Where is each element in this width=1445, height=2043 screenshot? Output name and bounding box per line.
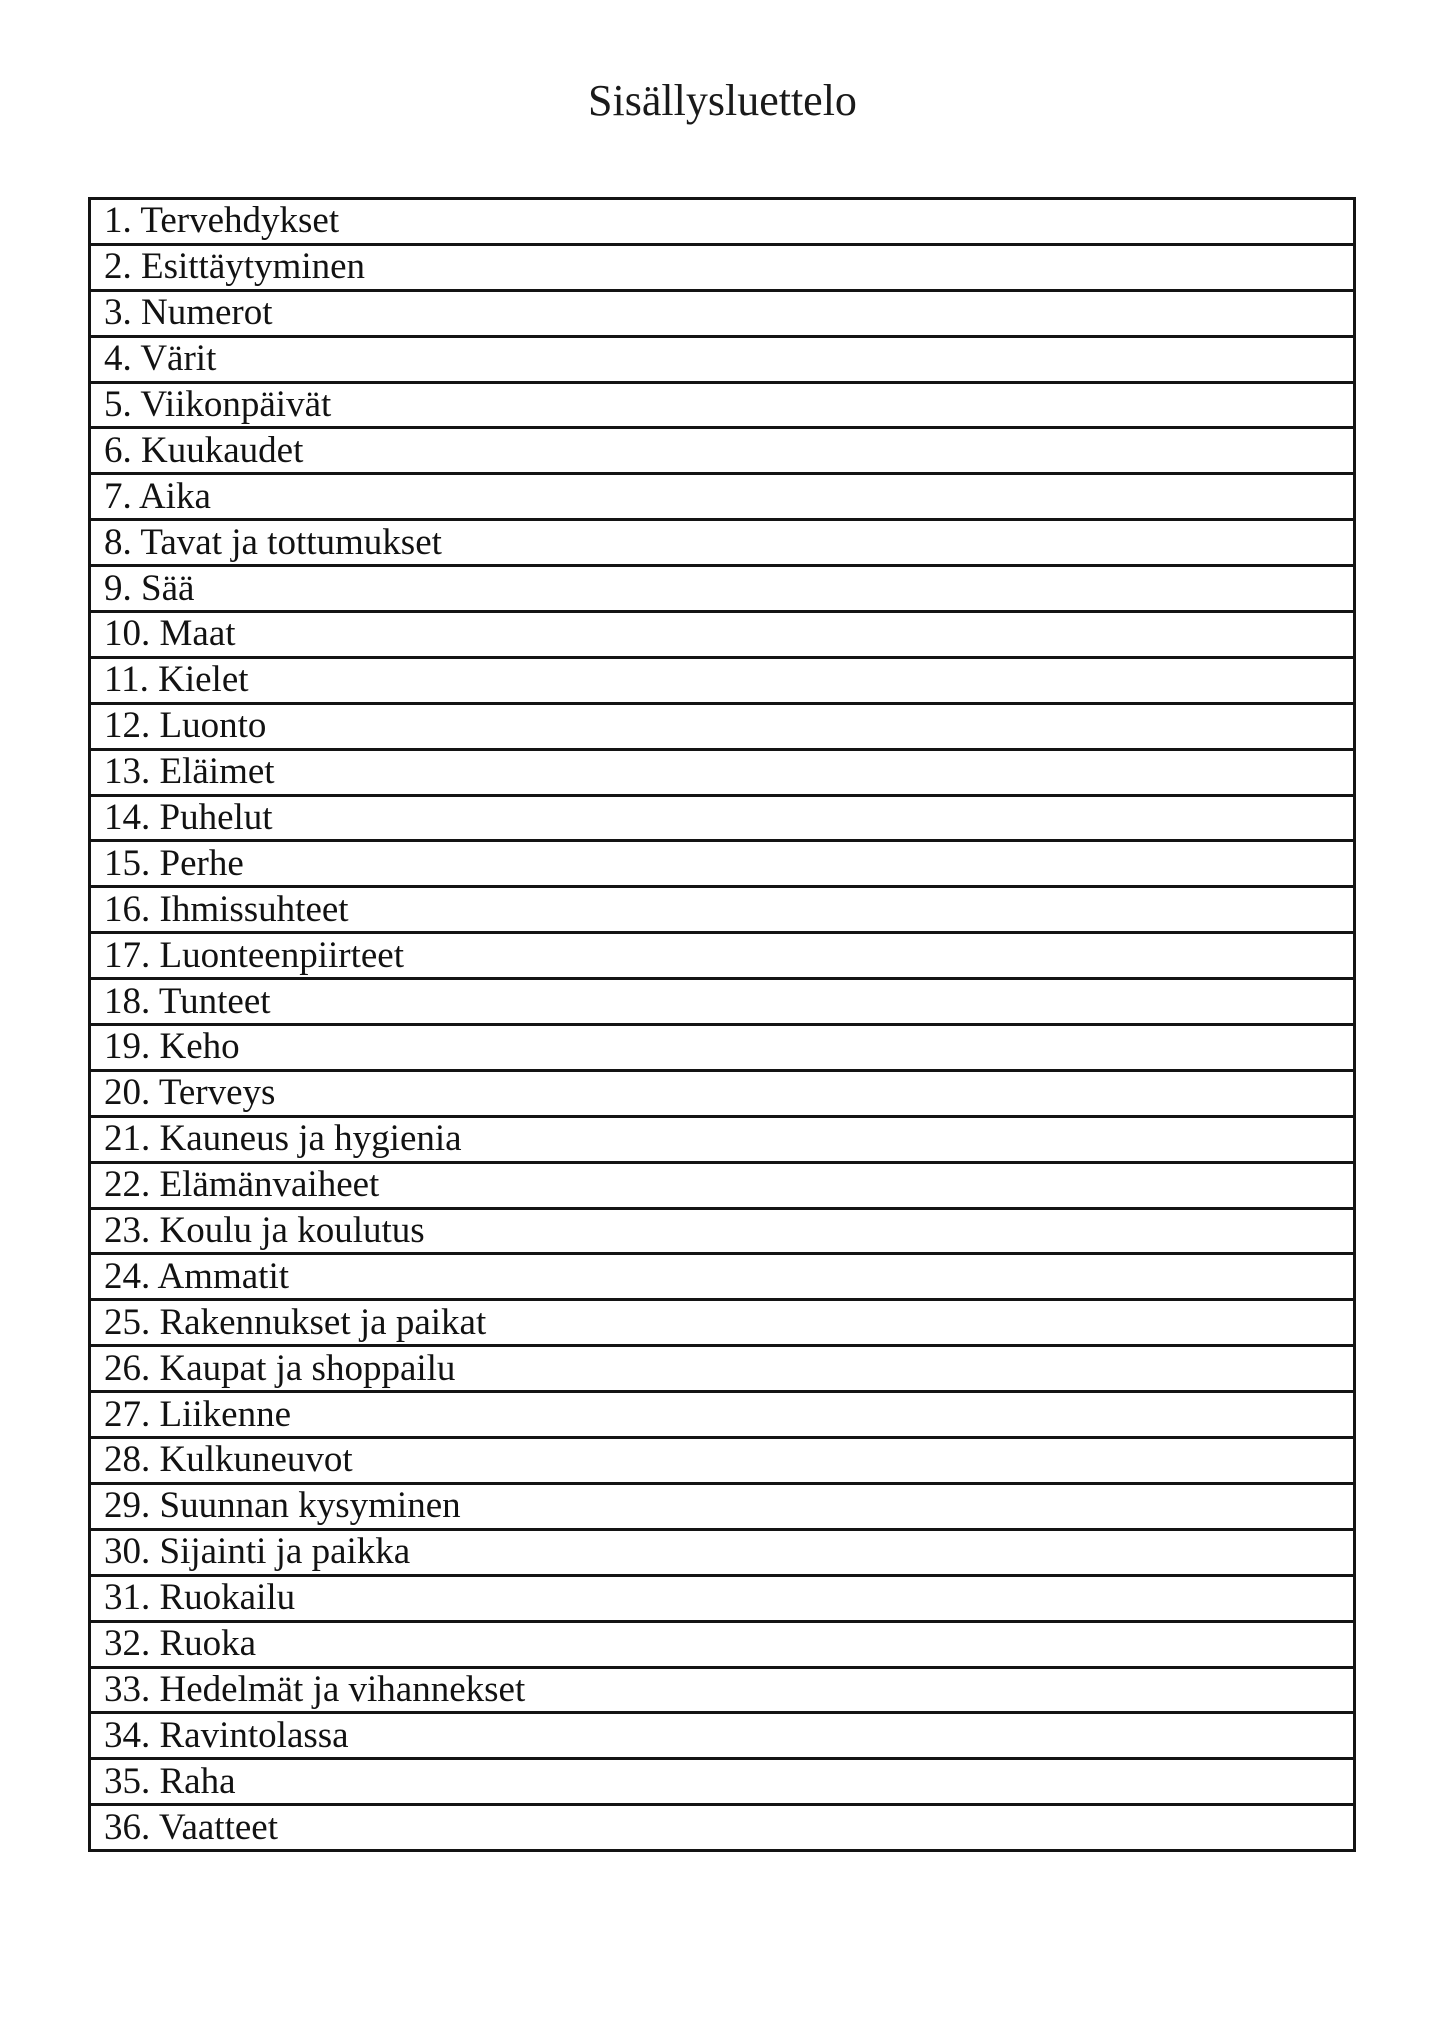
toc-row: 21. Kauneus ja hygienia: [91, 1118, 1353, 1164]
toc-row: 18. Tunteet: [91, 980, 1353, 1026]
toc-row: 8. Tavat ja tottumukset: [91, 521, 1353, 567]
toc-row: 7. Aika: [91, 475, 1353, 521]
toc-row: 6. Kuukaudet: [91, 429, 1353, 475]
toc-row: 16. Ihmissuhteet: [91, 888, 1353, 934]
toc-row: 35. Raha: [91, 1760, 1353, 1806]
toc-row: 5. Viikonpäivät: [91, 384, 1353, 430]
toc-row: 4. Värit: [91, 338, 1353, 384]
toc-row: 10. Maat: [91, 613, 1353, 659]
toc-row: 2. Esittäytyminen: [91, 246, 1353, 292]
toc-row: 23. Koulu ja koulutus: [91, 1210, 1353, 1256]
toc-row: 24. Ammatit: [91, 1255, 1353, 1301]
toc-row: 29. Suunnan kysyminen: [91, 1485, 1353, 1531]
page-title: Sisällysluettelo: [588, 76, 857, 125]
toc-row: 3. Numerot: [91, 292, 1353, 338]
toc-row: 9. Sää: [91, 567, 1353, 613]
toc-row: 17. Luonteenpiirteet: [91, 934, 1353, 980]
toc-row: 26. Kaupat ja shoppailu: [91, 1347, 1353, 1393]
toc-row: 15. Perhe: [91, 842, 1353, 888]
toc-row: 34. Ravintolassa: [91, 1714, 1353, 1760]
toc-row: 32. Ruoka: [91, 1623, 1353, 1669]
toc-row: 19. Keho: [91, 1026, 1353, 1072]
toc-table: [88, 197, 1356, 1852]
toc-row: 22. Elämänvaiheet: [91, 1164, 1353, 1210]
toc-row: 14. Puhelut: [91, 797, 1353, 843]
toc-row: 30. Sijainti ja paikka: [91, 1531, 1353, 1577]
toc-row: 28. Kulkuneuvot: [91, 1439, 1353, 1485]
toc-row: 12. Luonto: [91, 705, 1353, 751]
toc-row: 33. Hedelmät ja vihannekset: [91, 1669, 1353, 1715]
toc-row: 1. Tervehdykset: [91, 200, 1353, 246]
toc-row: 36. Vaatteet: [104, 1806, 278, 1848]
toc-row: 20. Terveys: [91, 1072, 1353, 1118]
toc-row: 13. Eläimet: [91, 751, 1353, 797]
toc-row: 31. Ruokailu: [91, 1577, 1353, 1623]
toc-row: 27. Liikenne: [91, 1393, 1353, 1439]
toc-row: 11. Kielet: [91, 659, 1353, 705]
toc-row: 25. Rakennukset ja paikat: [91, 1301, 1353, 1347]
